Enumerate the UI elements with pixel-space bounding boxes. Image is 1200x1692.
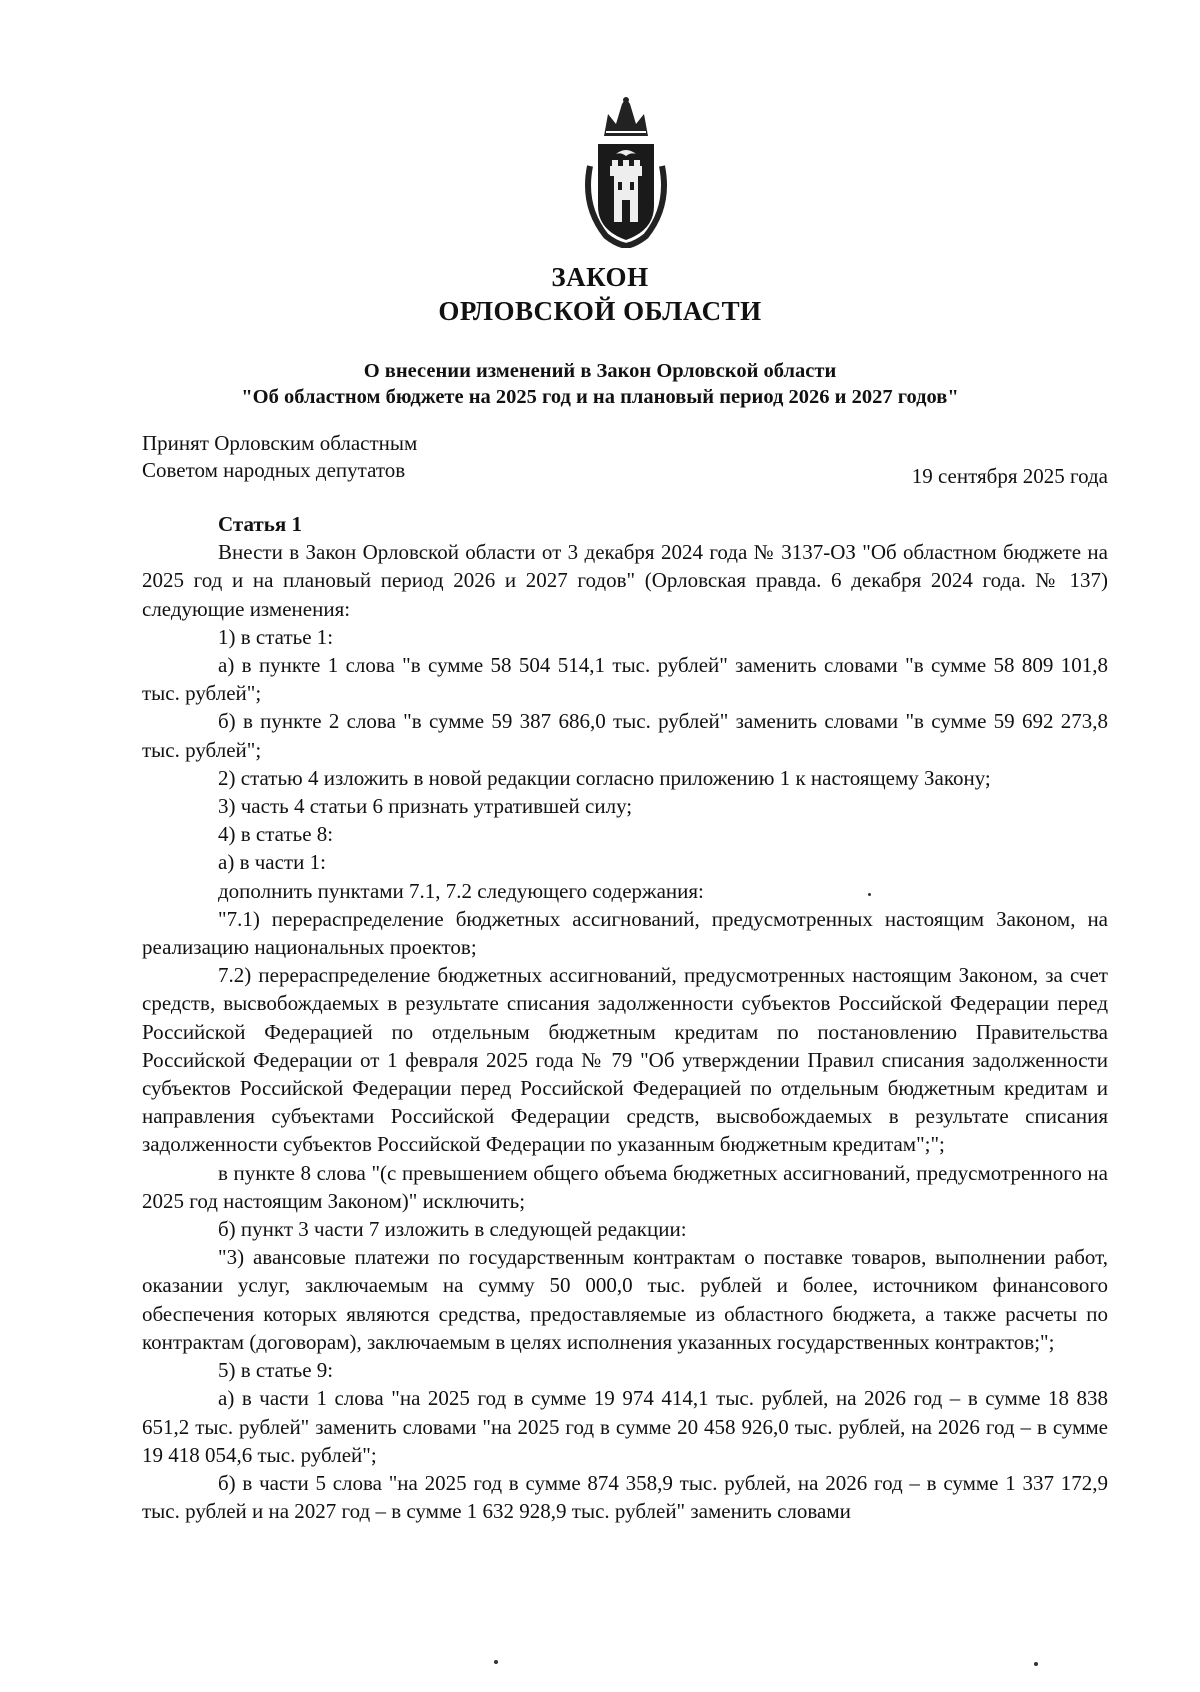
law-title: ЗАКОН	[551, 262, 649, 292]
law-subtitle-line1: О внесении изменений в Закон Орловской области	[363, 360, 837, 382]
paragraph: 1) в статье 1:	[218, 624, 334, 649]
paragraph: а) в пункте 1 слова "в сумме 58 504 514,1 тыс. рублей" заменить словами "в сумме 58 809 101,8 тыс. рублей";	[142, 653, 1108, 706]
paragraph: 4) в статье 8:	[218, 822, 334, 847]
region-title: ОРЛОВСКОЙ ОБЛАСТИ	[438, 296, 762, 326]
paragraph: 3) часть 4 статьи 6 признать утратившей силу;	[218, 794, 633, 819]
article-title: Статья 1	[218, 512, 302, 536]
scan-speck	[1034, 1662, 1038, 1666]
paragraph: в пункте 8 слова "(с превышением общего объема бюджетных ассигнований, предусмотренного на 2025 год настоящим Законом)" исключить;	[142, 1160, 1108, 1213]
paragraph: Внести в Закон Орловской области от 3 декабря 2024 года № 3137-ОЗ "Об областном бюджете на 2025 год и на плановый период 2026 и 2027 годов" (Орловская правда. 6 декабря 2024 года. № 137) следующие изменения:	[142, 540, 1108, 621]
adoption-block	[142, 430, 417, 484]
scan-speck	[868, 893, 871, 896]
law-body	[142, 510, 1108, 1525]
paragraph: "3) авансовые платежи по государственным контрактам о поставке товаров, выполнении работ, оказании услуг, заключаемым на сумму 50 000,0 тыс. рублей и более, источником финансового обеспечения которых являются средства, предоставляемые из областного бюджета, а также расчеты по контрактам (договорам), заключаемым в целях исполнения указанных государственных контрактов;";	[142, 1245, 1108, 1354]
adoption-line1: Принят Орловским областным	[142, 431, 418, 455]
paragraph: б) пункт 3 части 7 изложить в следующей редакции:	[218, 1217, 687, 1242]
paragraph: а) в части 1 слова "на 2025 год в сумме 19 974 414,1 тыс. рублей, на 2026 год – в сумме 18 838 651,2 тыс. рублей" заменить словами "на 2025 год в сумме 20 458 926,0 тыс. рублей, на 2026 год – в сумме 19 418 054,6 тыс. рублей";	[142, 1386, 1108, 1467]
scan-speck	[494, 1660, 498, 1664]
paragraph: 5) в статье 9:	[218, 1358, 334, 1383]
paragraph: а) в части 1:	[218, 850, 326, 875]
paragraph: "7.1) перераспределение бюджетных ассигнований, предусмотренных настоящим Законом, на реализацию национальных проектов;	[142, 906, 1108, 960]
paragraph: 7.2) перераспределение бюджетных ассигнований, предусмотренных настоящим Законом, за счет средств, высвобождаемых в результате списания задолженности субъектов Российской Федерации перед Российской Федерацией по отдельным бюджетным кредитам по постановлению Правительства Российской Федерации от 1 февраля 2025 года № 79 "Об утверждении Правил списания задолженности субъектов Российской Федерации перед Российской Федерацией по отдельным бюджетным кредитам и направления субъектами Российской Федерации средств, высвобождаемых в результате списания задолженности субъектов Российской Федерации по указанным бюджетным кредитам";";	[142, 963, 1108, 1157]
law-subtitle-line2: "Об областном бюджете на 2025 год и на плановый период 2026 и 2027 годов"	[241, 386, 959, 408]
paragraph: б) в части 5 слова "на 2025 год в сумме 874 358,9 тыс. рублей, на 2026 год – в сумме 1 337 172,9 тыс. рублей и на 2027 год – в сумме 1 632 928,9 тыс. рублей" заменить словами	[142, 1470, 1108, 1524]
adoption-date: 19 сентября 2025 года	[911, 464, 1108, 488]
paragraph: дополнить пунктами 7.1, 7.2 следующего содержания:	[218, 878, 704, 903]
paragraph: 2) статью 4 изложить в новой редакции согласно приложению 1 к настоящему Закону;	[218, 765, 991, 790]
adoption-line2: Советом народных депутатов	[142, 458, 406, 482]
coat-of-arms-icon	[576, 96, 676, 248]
paragraph: б) в пункте 2 слова "в сумме 59 387 686,0 тыс. рублей" заменить словами "в сумме 59 692 273,8 тыс. рублей";	[142, 709, 1108, 762]
